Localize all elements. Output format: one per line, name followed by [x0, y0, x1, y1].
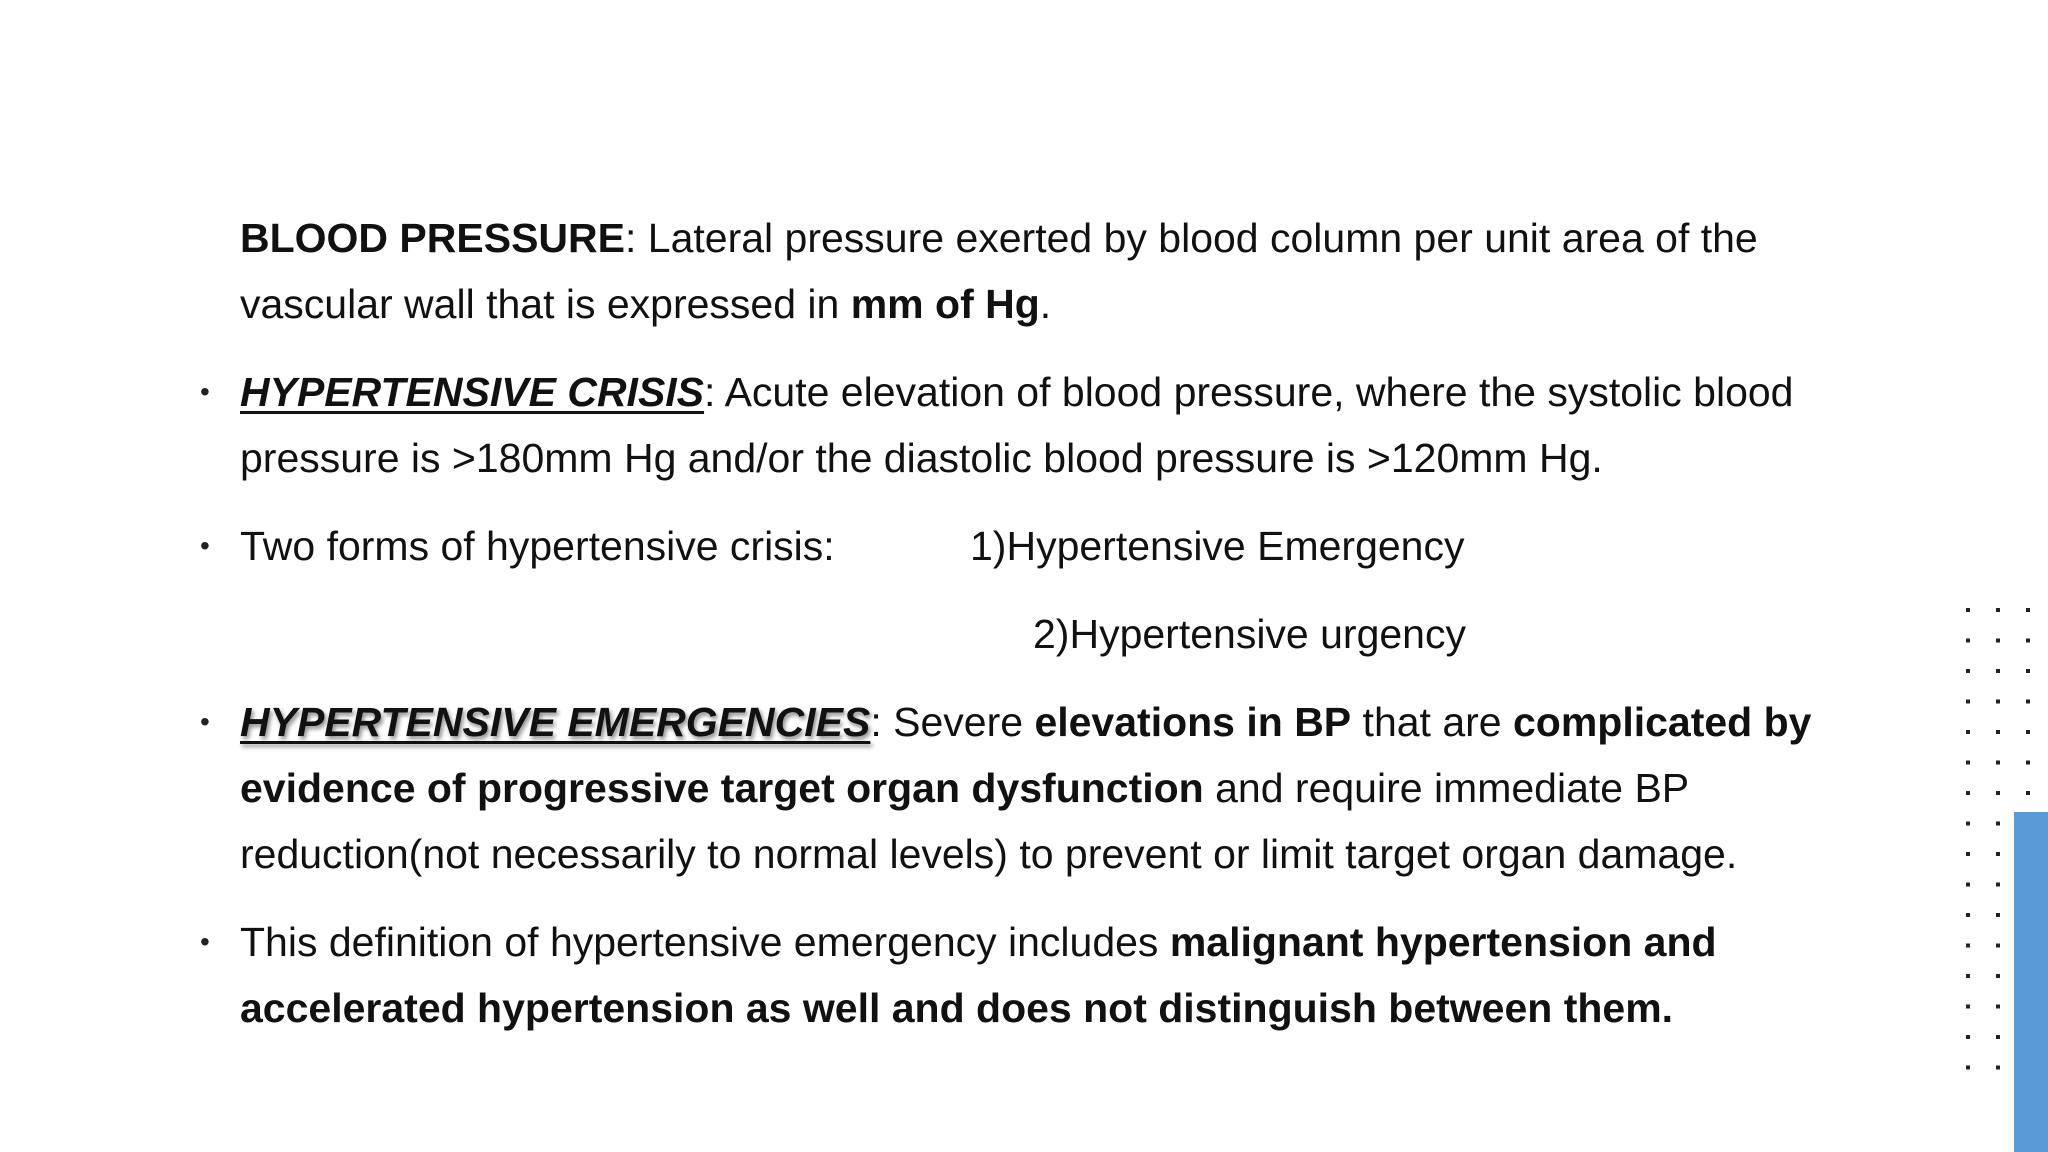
grid-dot [1996, 1066, 2000, 1070]
grid-dot [2026, 730, 2030, 734]
emergencies-bold-2: complicated by evidence of progressive target organ dysfunction [240, 699, 1812, 811]
crisis-term: HYPERTENSIVE CRISIS [240, 369, 705, 415]
emergencies-text-2: that are [1351, 699, 1513, 745]
bullet-icon: • [200, 530, 210, 561]
grid-dot [1966, 639, 1970, 643]
blood-pressure-unit: mm of Hg [850, 281, 1040, 327]
grid-dot [1996, 1035, 2000, 1039]
grid-dot [1966, 730, 1970, 734]
grid-dot [1996, 761, 2000, 765]
blood-pressure-end: . [1039, 281, 1052, 327]
grid-dot [2026, 700, 2030, 704]
blue-accent-bar [2014, 812, 2048, 1152]
grid-dot [1966, 608, 1970, 612]
grid-dot [1996, 1005, 2000, 1009]
grid-dot [1966, 700, 1970, 704]
emergencies-term: HYPERTENSIVE EMERGENCIES [240, 699, 871, 745]
grid-dot [1966, 1066, 1970, 1070]
crisis-definition: : Acute elevation of blood pressure, where the systolic blood pressure is >180mm Hg and/or the diastolic blood pressure is >120mm Hg. [240, 369, 1794, 481]
grid-dot [1996, 608, 2000, 612]
blood-pressure-paragraph [240, 205, 1880, 337]
grid-dot [1966, 761, 1970, 765]
grid-dot [1966, 913, 1970, 917]
grid-dot [1966, 1035, 1970, 1039]
definition-bold: malignant hypertension and accelerated hypertension as well and does not distinguish between them. [240, 919, 1717, 1031]
forms-bullet-item [200, 513, 1880, 579]
grid-dot [2026, 639, 2030, 643]
emergencies-bullet-item [200, 689, 1880, 887]
crisis-bullet-item [200, 359, 1880, 491]
grid-dot [1966, 944, 1970, 948]
grid-dot [1966, 852, 1970, 856]
grid-dot [1996, 974, 2000, 978]
grid-dot [1996, 852, 2000, 856]
form-item-urgency: 2)Hypertensive urgency [1033, 611, 1466, 657]
slide-body [200, 205, 1880, 1063]
grid-dot [1966, 669, 1970, 673]
grid-dot [1966, 1005, 1970, 1009]
definition-text: This definition of hypertensive emergency includes [240, 919, 1170, 965]
grid-dot [1996, 730, 2000, 734]
bullet-icon: • [200, 926, 210, 957]
grid-dot [2026, 791, 2030, 795]
grid-dot [2026, 608, 2030, 612]
bullet-icon: • [200, 706, 210, 737]
grid-dot [1996, 883, 2000, 887]
emergencies-text-3: and require immediate BP reduction(not necessarily to normal levels) to prevent or limit target organ damage. [240, 765, 1738, 877]
grid-dot [1996, 791, 2000, 795]
grid-dot [2026, 761, 2030, 765]
blood-pressure-definition: : Lateral pressure exerted by blood column per unit area of the vascular wall that is expressed in [240, 215, 1758, 327]
grid-dot [1996, 639, 2000, 643]
grid-dot [1966, 974, 1970, 978]
bullet-icon: • [200, 376, 210, 407]
emergencies-bold-1: elevations in BP [1034, 699, 1352, 745]
grid-dot [1996, 700, 2000, 704]
grid-dot [1966, 883, 1970, 887]
grid-dot [1966, 791, 1970, 795]
forms-second-row [240, 601, 1880, 667]
grid-dot [1996, 822, 2000, 826]
forms-label: Two forms of hypertensive crisis: [240, 523, 835, 569]
grid-dot [1996, 944, 2000, 948]
grid-dot [1966, 822, 1970, 826]
grid-dot [2026, 669, 2030, 673]
grid-dot [1996, 913, 2000, 917]
grid-dot [1996, 669, 2000, 673]
blood-pressure-term: BLOOD PRESSURE [240, 215, 625, 261]
emergencies-text-1: : Severe [870, 699, 1035, 745]
definition-bullet-item [200, 909, 1880, 1041]
form-item-emergency: 1)Hypertensive Emergency [970, 523, 1465, 569]
